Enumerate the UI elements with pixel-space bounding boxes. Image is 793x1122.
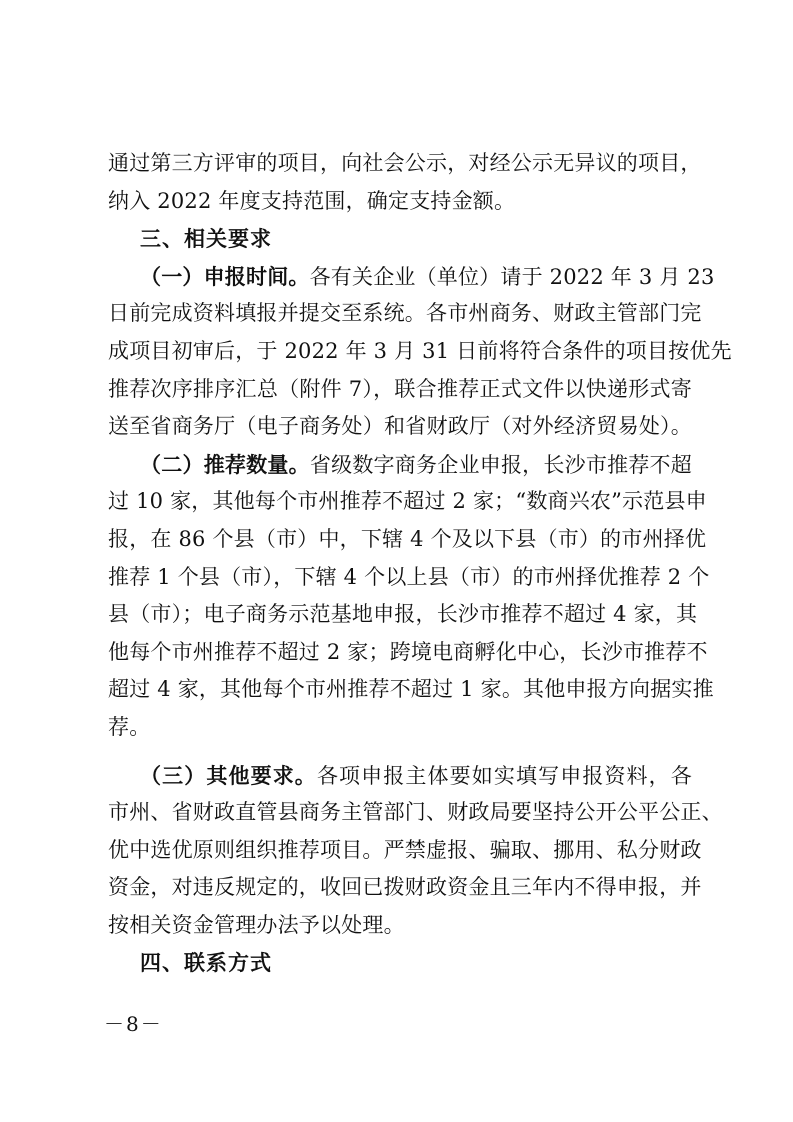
body-line: 报，在 86 个县（市）中，下辖 4 个及以下县（市）的市州择优	[108, 526, 707, 551]
body-line: 资金，对违反规定的，收回已拨财政资金且三年内不得申报，并	[108, 875, 702, 900]
section-heading-requirements: 三、相关要求	[140, 226, 272, 252]
item-text: 各项申报主体要如实填写申报资料，各	[316, 763, 692, 788]
body-line: 过 10 家，其他每个市州推荐不超过 2 家；“数商兴农”示范县申	[108, 489, 707, 514]
body-line: 县（市）；电子商务示范基地申报，长沙市推荐不超过 4 家，其	[108, 602, 698, 627]
item-text: 各有关企业（单位）请于 2022 年 3 月 23	[309, 264, 715, 289]
body-line: 日前完成资料填报并提交至系统。各市州商务、财政主管部门完	[108, 301, 702, 326]
body-line: 成项目初审后，于 2022 年 3 月 31 日前将符合条件的项目按优先	[108, 338, 732, 363]
body-line: 优中选优原则组织推荐项目。严禁虚报、骗取、挪用、私分财政	[108, 837, 702, 862]
body-line: 他每个市州推荐不超过 2 家；跨境电商孵化中心，长沙市推荐不	[108, 639, 708, 664]
body-line: 推荐次序排序汇总（附件 7），联合推荐正式文件以快递形式寄	[108, 376, 692, 401]
document-body	[108, 145, 732, 982]
item-lead-recommendation-quantity: （二）推荐数量。	[140, 451, 310, 477]
item-lead-application-time: （一）申报时间。	[140, 263, 310, 289]
paragraph-spacer	[108, 747, 692, 757]
section-heading-contact: 四、联系方式	[140, 950, 272, 976]
body-line: 市州、省财政直管县商务主管部门、财政局要坚持公开公平公正、	[108, 800, 723, 825]
body-line: 荐。	[108, 714, 151, 739]
body-line: 推荐 1 个县（市），下辖 4 个以上县（市）的市州择优推荐 2 个	[108, 564, 710, 589]
body-line: 超过 4 家，其他每个市州推荐不超过 1 家。其他申报方向据实推	[108, 677, 714, 702]
paragraph-first-line	[108, 446, 692, 484]
item-text: 省级数字商务企业申报，长沙市推荐不超	[309, 452, 692, 477]
body-line: 通过第三方评审的项目，向社会公示，对经公示无异议的项目，	[108, 151, 702, 175]
paragraph-first-line	[108, 258, 715, 296]
body-line: 纳入 2022 年度支持范围，确定支持金额。	[108, 188, 516, 213]
body-line: 送至省商务厅（电子商务处）和省财政厅（对外经济贸易处）。	[108, 414, 692, 439]
page-number: －8－	[104, 1012, 163, 1036]
body-line: 按相关资金管理办法予以处理。	[108, 912, 405, 937]
item-lead-other-requirements: （三）其他要求。	[140, 762, 317, 788]
paragraph-first-line	[108, 757, 692, 795]
